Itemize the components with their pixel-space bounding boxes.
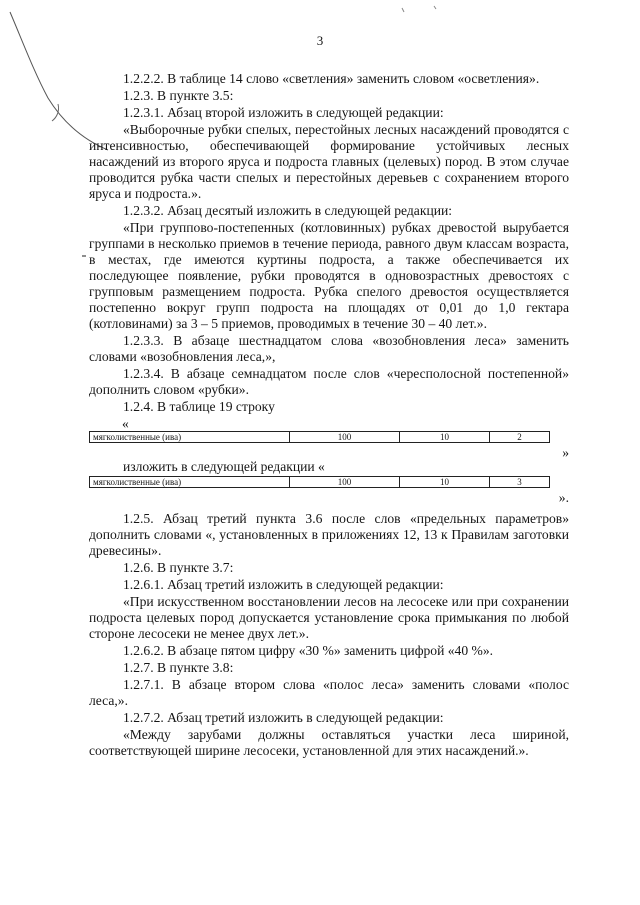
paragraph: 1.2.6.1. Абзац третий изложить в следующей редакции: xyxy=(123,577,444,592)
value-cell: 100 xyxy=(290,477,400,488)
paragraph: 1.2.5. Абзац третий пункта 3.6 после слов «предельных параметров» дополнить словами «, установленных в приложениях 12, 13 к Правилам заготовки древесины». xyxy=(89,511,569,558)
paragraph: 1.2.2.2. В таблице 14 слово «светления» заменить словом «осветления». xyxy=(123,71,540,86)
paragraph: 1.2.6.2. В абзаце пятом цифру «30 %» заменить цифрой «40 %». xyxy=(123,643,494,658)
value-cell: 3 xyxy=(490,477,550,488)
page-number: 3 xyxy=(316,33,324,48)
paragraph: 1.2.7. В пункте 3.8: xyxy=(123,660,234,675)
paragraphs-before-tables xyxy=(89,71,569,415)
paragraph: 1.2.3.3. В абзаце шестнадцатом слова «возобновления леса» заменить словами «возобновления леса,», xyxy=(89,333,569,364)
species-cell: мягколиственные (ива) xyxy=(90,477,290,488)
value-cell: 10 xyxy=(400,477,490,488)
table-row xyxy=(90,477,550,488)
scan-specks xyxy=(402,6,436,12)
table-19-old-row xyxy=(89,431,550,443)
paragraph: «Между зарубами должны оставляться участки леса шириной, соответствующей ширине лесосеки, установленной для этих насаждений.». xyxy=(89,727,569,758)
paragraph: «Выборочные рубки спелых, перестойных лесных насаждений проводятся с интенсивностью, обеспечивающей формирование устойчивых лесных насаждений из второго яруса и подроста главных (целевых) пород. В этом случае проводится рубка части спелых и перестойных деревьев с сохранением второго яруса и подроста.». xyxy=(89,122,569,201)
scan-margin-tick xyxy=(52,104,59,121)
value-cell: 2 xyxy=(490,432,550,443)
paragraph: 1.2.3.4. В абзаце семнадцатом после слов «чересполосной постепенной» дополнить словом «рубки». xyxy=(89,366,569,397)
replace-instruction: изложить в следующей редакции « xyxy=(123,459,325,474)
table-row xyxy=(90,432,550,443)
species-cell: мягколиственные (ива) xyxy=(90,432,290,443)
document-body xyxy=(89,71,569,760)
paragraph: 1.2.7.2. Абзац третий изложить в следующей редакции: xyxy=(123,710,444,725)
table-close-quote: » xyxy=(562,445,569,460)
value-cell: 100 xyxy=(290,432,400,443)
paragraph: «При искусственном восстановлении лесов на лесосеке или при сохранении подроста целевых пород допускается установление срока примыкания по любой стороне лесосеки не менее двух лет.». xyxy=(89,594,569,641)
table-close-quote: ». xyxy=(558,490,569,505)
table-19-new-row xyxy=(89,476,550,488)
paragraph: 1.2.4. В таблице 19 строку xyxy=(123,399,275,414)
value-cell: 10 xyxy=(400,432,490,443)
paragraph: «При группово-постепенных (котловинных) рубках древостой вырубается группами в несколько приемов в течение периода, равного двум классам возраста, в местах, где имеются куртины подроста, а также обеспечивается их последующее появление, рубки проводятся в одновозрастных древостоях с групповым размещением подроста. Рубка спелого древостоя осуществляется постепенно вокруг групп подроста на площадях от 0,01 до 1,0 гектара (котловинами) за 3 – 5 приемов, проводимых в течение 30 – 40 лет.». xyxy=(89,220,569,331)
paragraphs-after-tables xyxy=(89,511,569,759)
table-open-quote: « xyxy=(122,416,129,431)
paragraph: 1.2.3.2. Абзац десятый изложить в следующей редакции: xyxy=(123,203,453,218)
paragraph: 1.2.3. В пункте 3.5: xyxy=(123,88,234,103)
paragraph: 1.2.7.1. В абзаце втором слова «полос леса» заменить словами «полос леса,». xyxy=(89,677,569,708)
paragraph: 1.2.6. В пункте 3.7: xyxy=(123,560,234,575)
paragraph: 1.2.3.1. Абзац второй изложить в следующей редакции: xyxy=(123,105,444,120)
